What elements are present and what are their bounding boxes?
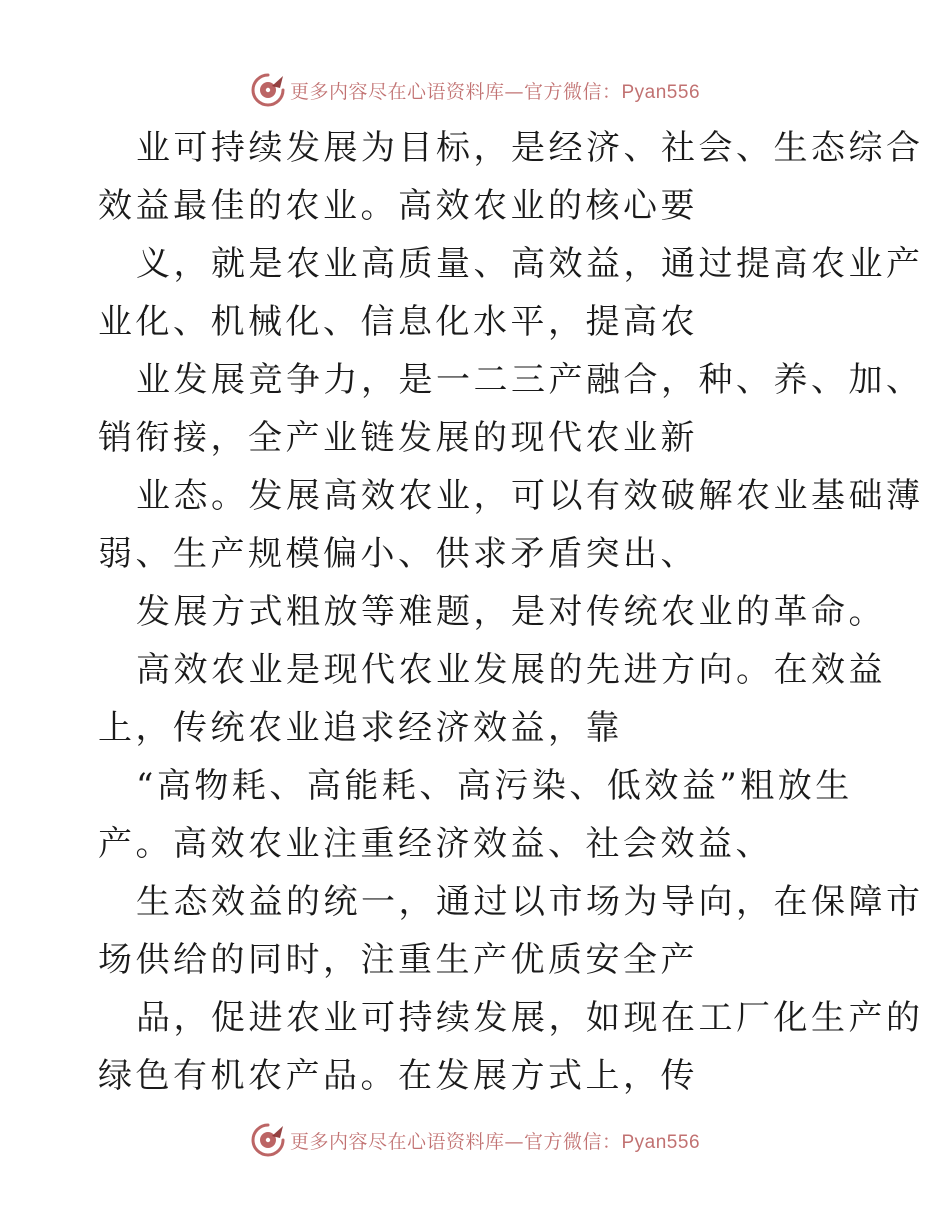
body-line: 上，传统农业追求经济效益，靠 <box>98 708 623 748</box>
pen-nib-circle-icon <box>250 72 286 108</box>
body-line: 产。高效农业注重经济效益、社会效益、 <box>98 824 773 864</box>
header-watermark-wechat: Pyan556 <box>621 81 701 103</box>
body-line: 弱、生产规模偏小、供求矛盾突出、 <box>98 534 698 574</box>
header-watermark-site: 更多内容尽在心语资料库—官方微信： <box>289 80 622 103</box>
body-line: 业可持续发展为目标，是经济、社会、生态综合 <box>136 128 924 168</box>
body-line: 业态。发展高效农业，可以有效破解农业基础薄 <box>136 476 924 516</box>
body-line: 发展方式粗放等难题，是对传统农业的革命。 <box>136 592 886 632</box>
body-line: 业化、机械化、信息化水平，提高农 <box>98 302 698 342</box>
footer-watermark-wechat: Pyan556 <box>621 1131 701 1153</box>
header-watermark-inner <box>250 72 700 108</box>
footer-watermark-inner <box>250 1122 700 1158</box>
body-line: 绿色有机农产品。在发展方式上，传 <box>98 1056 698 1096</box>
body-line: 效益最佳的农业。高效农业的核心要 <box>98 186 698 226</box>
body-line: 品，促进农业可持续发展，如现在工厂化生产的 <box>136 998 924 1038</box>
body-line: 销衔接，全产业链发展的现代农业新 <box>98 418 698 458</box>
pen-nib-circle-icon <box>250 1122 286 1158</box>
body-line: 义，就是农业高质量、高效益，通过提高农业产 <box>136 244 924 284</box>
header-watermark <box>0 70 950 110</box>
body-line: “高物耗、高能耗、高污染、低效益”粗放生 <box>136 766 853 806</box>
header-watermark-text <box>290 77 700 104</box>
body-line: 场供给的同时，注重生产优质安全产 <box>98 940 698 980</box>
footer-watermark-text <box>290 1127 700 1154</box>
footer-watermark <box>0 1120 950 1160</box>
body-line: 生态效益的统一，通过以市场为导向，在保障市 <box>136 882 924 922</box>
footer-watermark-site: 更多内容尽在心语资料库—官方微信： <box>289 1130 622 1153</box>
body-line: 业发展竞争力，是一二三产融合，种、养、加、 <box>136 360 924 400</box>
body-line: 高效农业是现代农业发展的先进方向。在效益 <box>136 650 886 690</box>
